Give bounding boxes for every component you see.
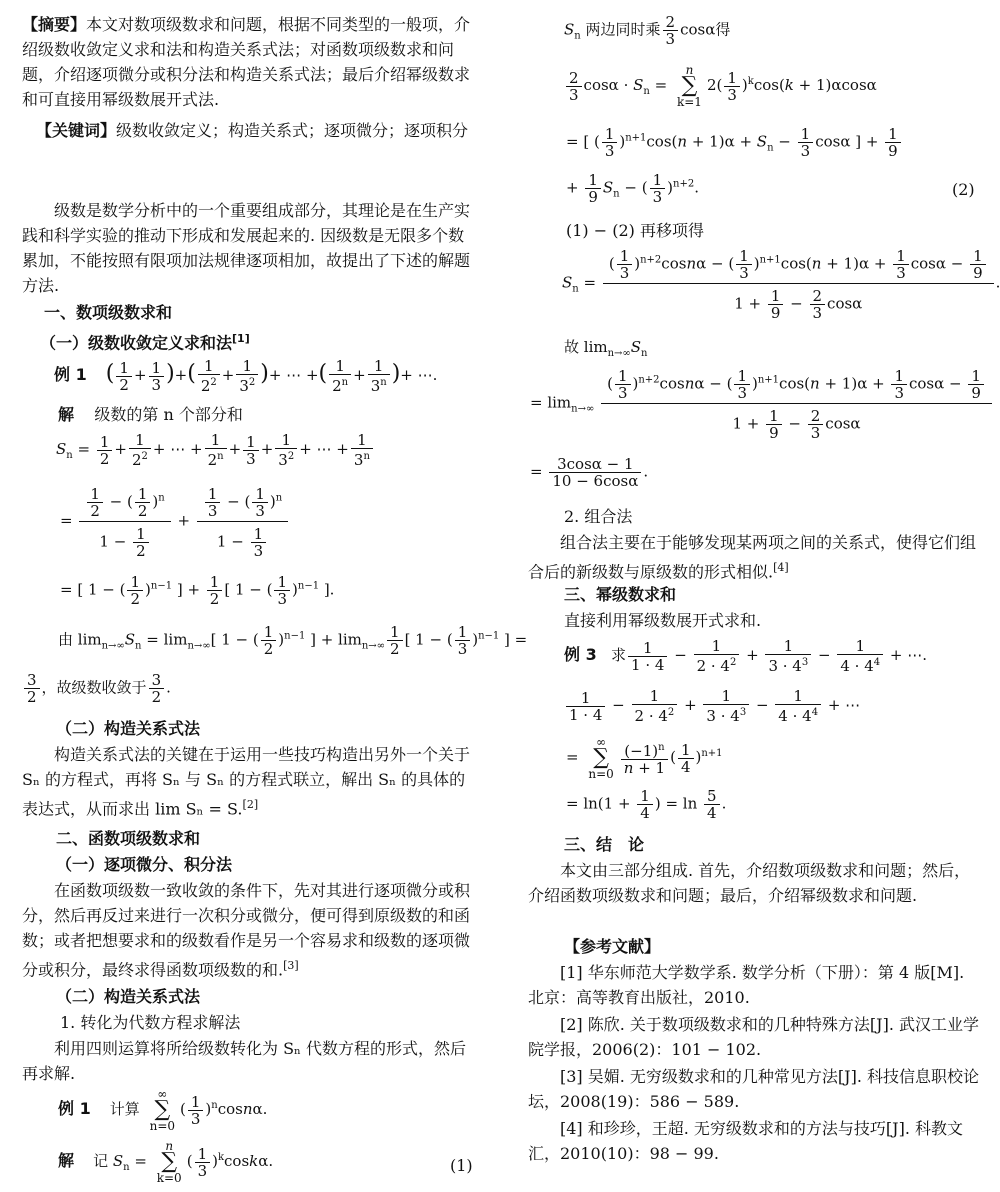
conclusion-limit: $\frac{3}{2}$ ，故级数收敛于 $\frac{3}{2}$ .	[22, 672, 171, 705]
equation-simplified: = [ 1 − ( $\frac{1}{2}$ )$^{n-1}$ ] + $\frac{1}{2}$ [ 1 − ( $\frac{1}{3}$ )$^{n-1}$ ].	[60, 573, 335, 608]
item-1-title: 1. 转化为代数方程求解法	[60, 1013, 241, 1032]
section-2-1-text	[22, 878, 480, 982]
item-1-text: 利用四则运算将所给级数转化为 Sₙ 代数方程的形式，然后再求解.	[22, 1039, 467, 1083]
equation-limit-sn: = $\lim_{n\to\infty}$ ( $\frac{1}{3}$ )$^{n+2}$cosnα − ( $\frac{1}{3}$ )$^{n+1}$cos(n + 1)α + $\frac{1}{3}$ cosα − $\frac{1}{9}$ 1 + $\frac{1}{9}$ − $\frac{2}{3}$ cosα	[530, 366, 994, 441]
section-2-1-title: （一）逐项微分、积分法	[56, 855, 233, 874]
example-1-label: 例 1	[54, 365, 87, 384]
keywords	[22, 118, 480, 143]
solution-1	[58, 402, 243, 427]
equation-power-sum: = ∞ ∑ n=0 $\frac{(-1)^n}{n + 1}$ ( $\frac{1}{4}$ )$^{n+1}$	[566, 735, 723, 781]
conclusion-title: 三、结 论	[564, 835, 645, 854]
section-3-title: 三、幂级数求和	[564, 585, 677, 604]
section-1-2-text	[22, 742, 480, 821]
section-1-2-text-body: 构造关系式法的关键在于运用一些技巧构造出另外一个关于 Sₙ 的方程式，再将 Sₙ 与 Sₙ 的方程式联立，解出 Sₙ 的具体的表达式，从而求出 lim Sₙ = S.	[22, 745, 476, 819]
equation-ln-result: = ln(1 + $\frac{1}{4}$ ) = ln $\frac{5}{4}$ .	[566, 787, 727, 822]
ref-3: [3]	[283, 959, 299, 972]
ref-2: [2]	[242, 798, 259, 811]
section-3-text: 直接利用幂级数展开式求和.	[564, 611, 762, 630]
example-2-1-label: 例 1	[58, 1099, 91, 1118]
item-2-text	[528, 530, 984, 584]
conclusion-text: 本文由三部分组成. 首先，介绍数项级数求和问题；然后，介绍函数项级数求和问题；最后，介绍幂级数求和问题.	[528, 861, 971, 905]
example-2-1-text: 计算	[109, 1100, 140, 1118]
reference-1: [1] 华东师范大学数学系. 数学分析（下册）：第 4 版[M]. 北京：高等教育出版社，2010.	[528, 963, 970, 1007]
section-1-1-title	[40, 326, 250, 355]
section-2-1-text-body: 在函数项级数一致收敛的条件下，先对其进行逐项微分或积分，然后再反过来进行一次积分或微分，便可得到原级数的和函数；或者把想要求和的级数看作是另一个容易求和级数的逐项微分或积分，最终求得函数项级数的和.	[22, 881, 471, 980]
solution-1-text: 级数的第 n 个部分和	[94, 405, 243, 424]
equation-limit: 由 $\lim_{n\to\infty}S_n = \lim_{n\to\infty}$[ 1 − ( $\frac{1}{2}$ )$^{n-1}$ ] + $\lim_{n\to\infty}$ $\frac{1}{2}$ [ 1 − ( $\frac{1}{3}$ )$^{n-1}$ ] =	[58, 623, 528, 658]
equation-power-series: $\frac{1}{1 \cdot 4}$ − $\frac{1}{2 \cdot 4^2}$ + $\frac{1}{3 \cdot 4^3}$ − $\frac{1}{4 \cdot 4^4}$ + ⋯	[564, 688, 860, 724]
hence-step: 故 $\lim_{n\to\infty}S_n$	[564, 338, 648, 359]
example-2-1: 例 1 计算 ∞ ∑ n=0 ( $\frac{1}{3}$ )$^n$cosnα.	[58, 1087, 268, 1133]
section-2-2-title: （二）构造关系式法	[56, 987, 201, 1006]
equation-multiplied: $\frac{2}{3}$ $\cos\alpha \cdot S_n$ = n ∑ k=1 2( $\frac{1}{3}$ )$^k$cos(k + 1)αcosα	[564, 64, 877, 108]
equation-expanded-2: + $\frac{1}{9}$ $S_n$ − ( $\frac{1}{3}$ )$^{n+2}$.	[566, 171, 699, 206]
multiply-step: $S_n$ 两边同时乘 $\frac{2}{3}$ cosα得	[564, 13, 731, 48]
subtract-step: (1) − (2) 再移项得	[566, 221, 704, 240]
section-2-title: 二、函数项级数求和	[56, 829, 201, 848]
equation-limit-result: = $\frac{3\cos\alpha - 1}{10 - 6\cos\alpha}$ .	[530, 455, 649, 490]
right-column	[528, 0, 1000, 1192]
equation-number-2: (2)	[952, 180, 975, 199]
conclusion-limit-text: ，故级数收敛于	[41, 678, 147, 697]
multiply-after-text: 得	[715, 20, 731, 39]
reference-3: [3] 吴媚. 无穷级数求和的几种常见方法[J]. 科技信息职校论坛，2008(19)：586 − 589.	[528, 1067, 979, 1111]
intro-paragraph: 级数是数学分析中的一个重要组成部分，其理论是在生产实践和科学实验的推动下形成和发展起来的. 因级数是无限多个数累加，不能按照有限项加法规律逐项相加，故提出了下述的解题方法.	[22, 201, 471, 295]
abstract-label: 【摘要】	[22, 15, 87, 34]
abstract-text: 本文对数项级数求和问题，根据不同类型的一般项，介绍级数收敛定义求和法和构造关系式法；对函数项级数求和问题，介绍逐项微分或积分法和构造关系式法；最后介绍幂级数求和可直接用幂级数展开式法.	[22, 15, 471, 109]
item-2-title: 2. 组合法	[564, 507, 633, 526]
reference-2: [2] 陈欣. 关于数项级数求和的几种特殊方法[J]. 武汉工业学院学报，2006(2)：101 − 102.	[528, 1015, 979, 1059]
equation-sn-solved: $S_n$ = ( $\frac{1}{3}$ )$^{n+2}$cosnα − ( $\frac{1}{3}$ )$^{n+1}$cos(n + 1)α + $\frac{1}{3}$ cosα − $\frac{1}{9}$ 1 + $\frac{1}{9}$ − $\frac{2}{3}$ cosα .	[562, 247, 1000, 322]
example-3: 例 3 求 $\frac{1}{1 \cdot 4}$ − $\frac{1}{2 \cdot 4^2}$ + $\frac{1}{3 \cdot 4^3}$ − $\frac{1}{4 \cdot 4^4}$ + ⋯.	[564, 637, 927, 675]
solution-2-1-label: 解	[58, 1151, 75, 1170]
section-1-title: 一、数项级数求和	[44, 303, 173, 322]
equation-expanded: = [ ( $\frac{1}{3}$ )$^{n+1}\cos(n + 1)\alpha + S_n$ − $\frac{1}{3}$ cosα ] + $\frac{1}{9}$	[566, 126, 903, 159]
equation-sn: $S_n$ = $\frac{1}{2}$ + $\frac{1}{2^2}$ + ⋯ + $\frac{1}{2^n}$ + $\frac{1}{3}$ + $\frac{1}{3^2}$ + ⋯ + $\frac{1}{3^n}$	[56, 432, 375, 468]
hence-text: 故	[564, 338, 580, 356]
ref-1: [1]	[232, 332, 250, 345]
references-title: 【参考文献】	[564, 937, 661, 956]
reference-4: [4] 和珍珍，王超. 无穷级数求和的方法与技巧[J]. 科教文汇，2010(10)：98 − 99.	[528, 1119, 963, 1163]
equation-number-1: (1)	[450, 1156, 473, 1175]
equation-geometric: = $\frac{1}{2}$ − ( $\frac{1}{2}$ )$^n$ 1 − $\frac{1}{2}$ + $\frac{1}{3}$ − ( $\frac{1}{3}$ )$^n$ 1 − $\frac{1}{3}$	[60, 484, 290, 559]
abstract	[22, 12, 480, 112]
multiply-text: 两边同时乘	[585, 20, 661, 39]
example-3-text: 求	[611, 646, 627, 664]
keywords-label: 【关键词】	[36, 121, 117, 140]
limit-text: 由	[58, 630, 74, 649]
keywords-text: 级数收敛定义；构造关系式；逐项微分；逐项积分	[116, 121, 469, 140]
example-3-label: 例 3	[564, 645, 597, 664]
example-1: 例 1 ( $\frac{1}{2}$ + $\frac{1}{3}$ )+( $\frac{1}{2^2}$ + $\frac{1}{3^2}$ )+ ⋯ +( $\frac{1}{2^n}$ + $\frac{1}{3^n}$ )+ ⋯.	[54, 357, 438, 395]
left-column	[22, 0, 528, 1192]
item-2-text-body: 组合法主要在于能够发现某两项之间的关系式，使得它们组合后的新级数与原级数的形式相似.	[528, 533, 977, 582]
solution-1-label: 解	[58, 405, 75, 424]
solution-2-1-text: 记	[93, 1152, 109, 1170]
section-1-2-title: （二）构造关系式法	[56, 719, 201, 738]
solution-2-1: 解 记 $S_n$ = n ∑ k=0 ( $\frac{1}{3}$ )$^k$coskα.	[58, 1139, 274, 1185]
ref-4: [4]	[773, 561, 789, 574]
section-1-1-title-text: （一）级数收敛定义求和法	[40, 333, 233, 353]
